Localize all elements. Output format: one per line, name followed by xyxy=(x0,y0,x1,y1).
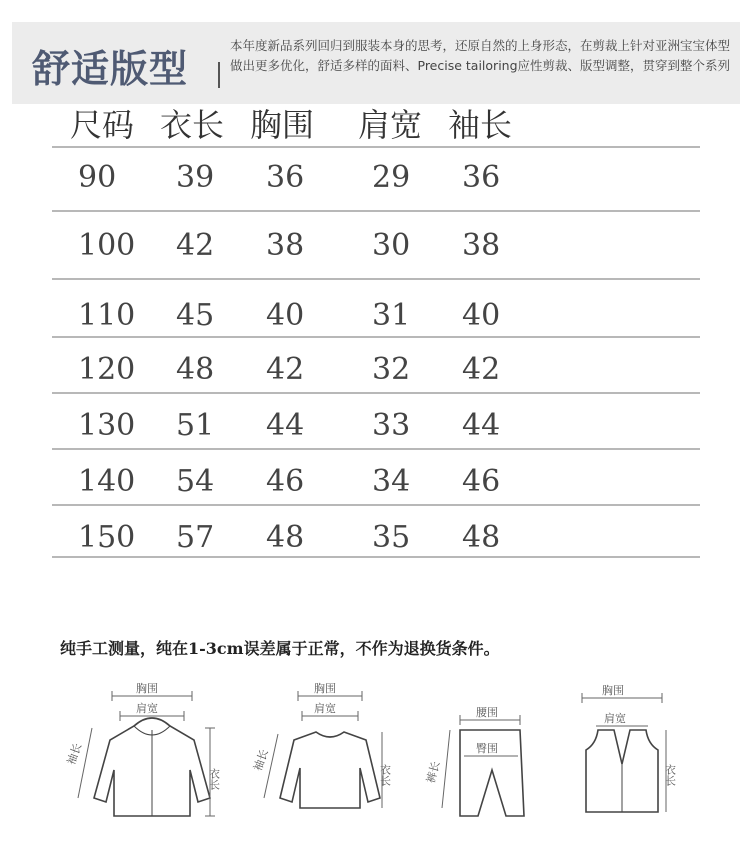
header-length: 衣长 xyxy=(160,106,225,144)
pants-diagram xyxy=(420,690,540,834)
size-cell: 100 xyxy=(78,228,136,263)
measure-cell: 40 xyxy=(462,298,501,333)
measure-cell: 48 xyxy=(462,520,501,555)
row-divider xyxy=(52,392,700,394)
measure-cell: 44 xyxy=(266,408,305,443)
sweater-chest-label: 胸围 xyxy=(314,682,336,695)
row-divider xyxy=(52,448,700,450)
vest-shoulder-label: 肩宽 xyxy=(604,712,626,725)
header-shoulder: 肩宽 xyxy=(358,106,423,144)
measurement-note: 纯手工测量，纯在1-3cm误差属于正常，不作为退换货条件。 xyxy=(60,639,500,658)
row-divider xyxy=(52,210,700,212)
header-sleeve: 袖长 xyxy=(448,106,513,144)
measure-cell: 42 xyxy=(266,352,305,387)
row-divider xyxy=(52,336,700,338)
measure-cell: 35 xyxy=(372,520,411,555)
measure-cell: 54 xyxy=(176,464,215,499)
banner-description: 本年度新品系列回归到服装本身的思考，还原自然的上身形态，在剪裁上针对亚洲宝宝体型做出更多优化，舒适多样的面料、Precise tailoring应性剪裁、版型调整，贯穿到整个系列 xyxy=(230,38,731,73)
size-cell: 110 xyxy=(78,298,136,333)
row-divider xyxy=(52,504,700,506)
sweater-diagram xyxy=(248,680,398,834)
size-cell: 90 xyxy=(78,160,117,195)
measure-cell: 45 xyxy=(176,298,215,333)
measure-cell: 34 xyxy=(372,464,411,499)
pants-hip-label: 臀围 xyxy=(476,742,498,755)
measure-cell: 40 xyxy=(266,298,305,333)
row-divider xyxy=(52,146,700,148)
measure-cell: 44 xyxy=(462,408,501,443)
measure-cell: 36 xyxy=(266,160,305,195)
jacket-length-label: 衣长 xyxy=(207,768,221,790)
measure-cell: 39 xyxy=(176,160,215,195)
jacket-chest-label: 胸围 xyxy=(136,682,158,695)
measure-cell: 32 xyxy=(372,352,411,387)
measure-cell: 38 xyxy=(462,228,501,263)
pants-waist-label: 腰围 xyxy=(476,706,498,719)
pants-inseam-label: 裤长 xyxy=(424,759,443,785)
measure-cell: 31 xyxy=(372,298,411,333)
banner xyxy=(12,22,740,104)
header-size: 尺码 xyxy=(70,106,135,144)
size-cell: 120 xyxy=(78,352,136,387)
jacket-sleeve-label: 袖长 xyxy=(64,741,85,767)
banner-title: 舒适版型 xyxy=(32,47,189,91)
measure-cell: 33 xyxy=(372,408,411,443)
measure-cell: 51 xyxy=(176,408,215,443)
measure-cell: 30 xyxy=(372,228,411,263)
size-cell: 140 xyxy=(78,464,136,499)
size-cell: 130 xyxy=(78,408,136,443)
measure-cell: 48 xyxy=(266,520,305,555)
row-divider xyxy=(52,556,700,558)
measure-cell: 42 xyxy=(176,228,215,263)
sweater-shoulder-label: 肩宽 xyxy=(314,702,336,715)
measure-cell: 46 xyxy=(462,464,501,499)
row-divider xyxy=(52,278,700,280)
vest-diagram xyxy=(566,680,686,834)
vest-chest-label: 胸围 xyxy=(602,684,624,697)
measure-cell: 46 xyxy=(266,464,305,499)
header-chest: 胸围 xyxy=(250,106,315,144)
measure-cell: 42 xyxy=(462,352,501,387)
jacket-diagram xyxy=(62,680,227,844)
banner-divider xyxy=(218,62,220,88)
jacket-shoulder-label: 肩宽 xyxy=(136,702,158,715)
measure-cell: 36 xyxy=(462,160,501,195)
measure-cell: 57 xyxy=(176,520,215,555)
size-cell: 150 xyxy=(78,520,136,555)
vest-length-label: 衣长 xyxy=(663,764,677,786)
measure-cell: 38 xyxy=(266,228,305,263)
measure-cell: 48 xyxy=(176,352,215,387)
sweater-length-label: 衣长 xyxy=(378,764,392,786)
measure-cell: 29 xyxy=(372,160,411,195)
sweater-sleeve-label: 袖长 xyxy=(251,747,271,773)
